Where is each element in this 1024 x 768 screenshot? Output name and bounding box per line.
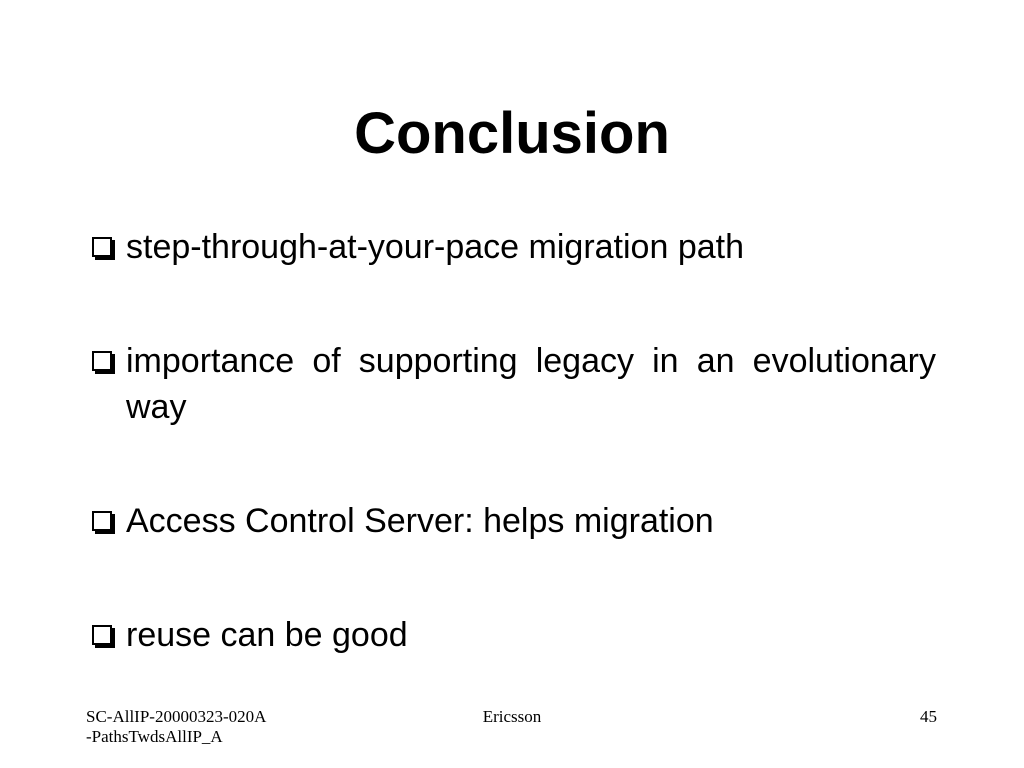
bullet-item: [88, 612, 936, 658]
slide-title: Conclusion: [354, 101, 670, 166]
checkbox-bullet-icon: [92, 351, 112, 371]
bullet-text: Access Control Server: helps migration: [126, 502, 714, 540]
bullet-text: step-through-at-your-pace migration path: [126, 228, 744, 266]
bullet-item: [88, 338, 936, 430]
checkbox-bullet-icon: [92, 237, 112, 257]
checkbox-bullet-icon: [92, 625, 112, 645]
checkbox-bullet-icon: [92, 511, 112, 531]
footer-page-number: 45: [920, 707, 937, 726]
bullet-list: [88, 224, 936, 658]
bullet-item: [88, 498, 936, 544]
footer-company: Ericsson: [482, 707, 542, 726]
bullet-text: reuse can be good: [126, 616, 408, 654]
bullet-text: importance of supporting legacy in an evolutionary way: [126, 342, 936, 426]
footer-document-id: SC-AllIP-20000323-020A-PathsTwdsAllIP_A: [86, 707, 267, 746]
bullet-item: [88, 224, 936, 270]
